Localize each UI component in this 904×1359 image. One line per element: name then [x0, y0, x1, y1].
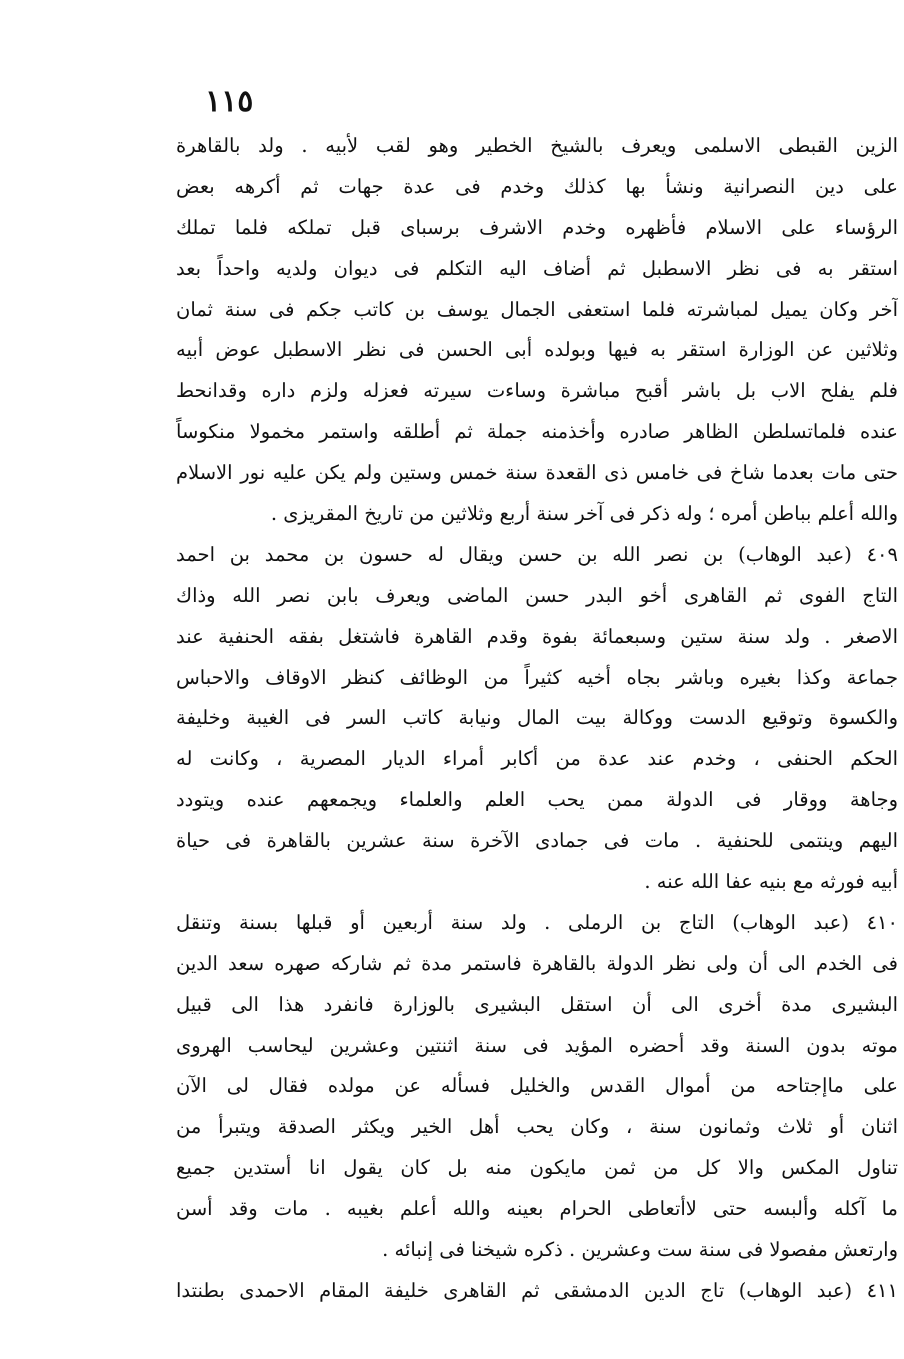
- body-text: [176, 126, 898, 1312]
- text-line: على دين النصرانية ونشأ بها كذلك وخدم فى عدة جهات ثم أكرهه بعض: [176, 174, 898, 198]
- text-line: على ماإجتاحه من أموال القدس والخليل فسأله عن مولده فقال لى الآن: [176, 1074, 898, 1098]
- text-line: فى الخدم الى أن ولى نظر الدولة بالقاهرة فاستمر مدة ثم شاركه صهره سعد الدين: [176, 951, 898, 975]
- text-line: موته بدون السنة وقد أحضره المؤيد فى سنة اثنتين وعشرين ليحاسب الهروى: [176, 1033, 898, 1057]
- entry-409-heading: ٤٠٩ (عبد الوهاب) بن نصر الله بن حسن ويقال له حسون بن محمد بن احمد: [176, 542, 898, 566]
- text-line: آخر وكان يميل لمباشرته فلما استعفى الجمال يوسف بن كاتب جكم فى سنة ثمان: [176, 297, 898, 321]
- text-line: تناول المكس والا كل من ثمن مايكون منه بل كان يقول انا أستدين جميع: [176, 1156, 898, 1180]
- text-line: أبيه فورثه مع بنيه عفا الله عنه .: [644, 870, 898, 894]
- text-line: فلم يفلح الاب بل باشر أقبح مباشرة وساءت سيرته فعزله ولزم داره وقدانحط: [176, 379, 898, 403]
- text-line: الرؤساء على الاسلام فأظهره وخدم الاشرف برسباى قبل تملكه فلما تملك: [176, 215, 898, 239]
- entry-411-heading: ٤١١ (عبد الوهاب) تاج الدين الدمشقى ثم القاهرى خليفة المقام الاحمدى بطنتدا: [176, 1278, 898, 1302]
- text-line: والله أعلم بباطن أمره ؛ وله ذكر فى آخر سنة أربع وثلاثين من تاريخ المقريزى .: [270, 502, 898, 526]
- entry-410-heading: ٤١٠ (عبد الوهاب) التاج بن الرملى . ولد سنة أربعين أو قبلها بسنة وتنقل: [176, 910, 898, 934]
- text-line: ما آكله وألبسه حتى لاأتعاطى الحرام بعينه والله أعلم بغيبه . مات وقد أسن: [176, 1197, 898, 1221]
- page-number: ١١٥: [205, 84, 254, 119]
- text-line: والكسوة وتوقيع الدست ووكالة بيت المال ونيابة كاتب السر فى الغيبة وخليفة: [176, 706, 898, 730]
- text-line: الزين القبطى الاسلمى ويعرف بالشيخ الخطير وهو لقب لأبيه . ولد بالقاهرة: [176, 134, 898, 157]
- text-line: عنده فلماتسلطن الظاهر صادره وأخذمنه جملة ثم أطلقه واستمر مخمولا منكوساً: [176, 420, 898, 444]
- text-line: البشيرى مدة أخرى الى أن استقل البشيرى بالوزارة فانفرد هذا الى قبيل: [176, 992, 898, 1016]
- text-line: جماعة وكذا بغيره وباشر بجاه أخيه كثيراً من الوظائف كنظر الاوقاف والاحباس: [176, 665, 898, 689]
- text-line: الاصغر . ولد سنة ستين وسبعمائة بفوة وقدم القاهرة فاشتغل بفقه الحنفية عند: [176, 624, 898, 648]
- text-line: استقر به فى نظر الاسطبل ثم أضاف اليه التكلم فى ديوان ولديه واحداً بعد: [176, 256, 898, 280]
- text-line: وثلاثين عن الوزارة استقر به فيها وبولده أبى الحسن فى نظر الاسطبل عوض أبيه: [176, 338, 898, 362]
- text-line: اليهم وينتمى للحنفية . مات فى جمادى الآخرة سنة عشرين بالقاهرة فى حياة: [176, 829, 898, 853]
- text-line: اثنان أو ثلاث وثمانون سنة ، وكان يحب أهل الخير ويكثر الصدقة ويتبرأ من: [176, 1115, 898, 1139]
- text-line: وارتعش مفصولا فى سنة ست وعشرين . ذكره شيخنا فى إنبائه .: [382, 1238, 898, 1262]
- text-line: حتى مات بعدما شاخ فى خامس ذى القعدة سنة خمس وستين ولم يكن عليه نور الاسلام: [176, 461, 898, 485]
- text-line: الحكم الحنفى ، وخدم عند عدة من أكابر أمراء الديار المصرية ، وكانت له: [176, 747, 898, 771]
- text-line: وجاهة ووقار فى الدولة ممن يحب العلم والعلماء ويجمعهم عنده ويتودد: [176, 788, 898, 812]
- text-line: التاج الفوى ثم القاهرى أخو البدر حسن الماضى ويعرف بابن نصر الله وذاك: [176, 583, 898, 607]
